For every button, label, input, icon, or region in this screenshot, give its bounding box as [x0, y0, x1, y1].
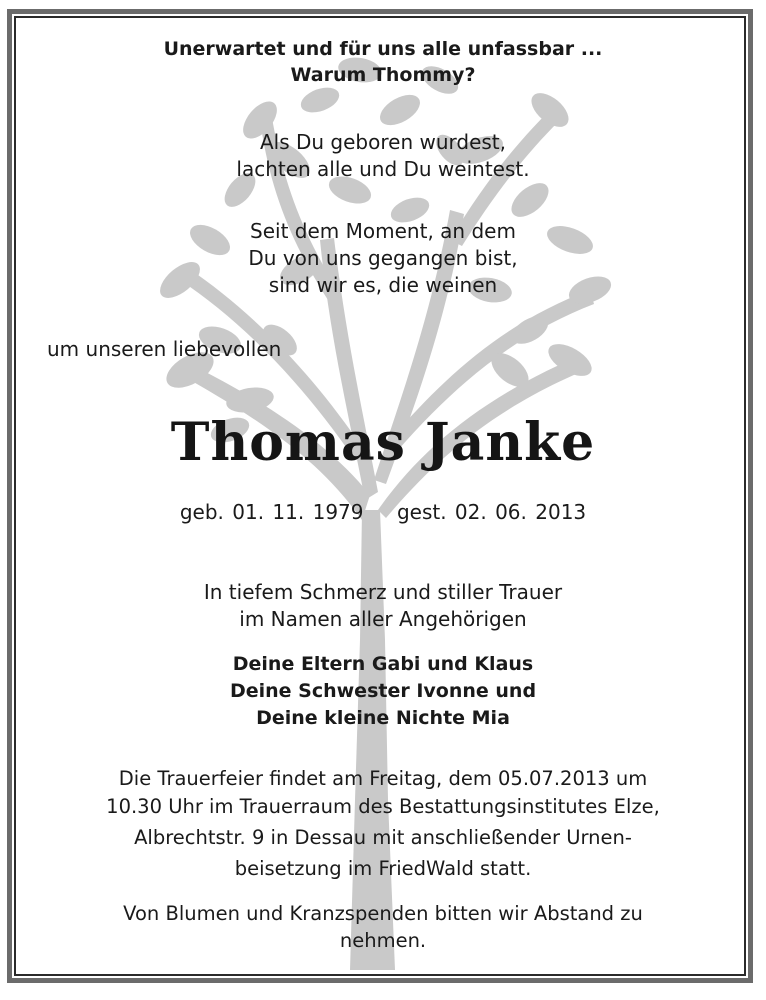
verse2-line-1: Seit dem Moment, an dem [250, 219, 516, 243]
ceremony-line-1: Die Trauerfeier findet am Freitag, dem 05.07.2013 um [118, 767, 648, 790]
mourning-line-2: im Namen aller Angehörigen [239, 607, 527, 631]
family-line-3: Deine kleine Nichte Mia [256, 707, 510, 729]
birth-date: geb. 01. 11. 1979 [179, 500, 364, 524]
intro-text: um unseren liebevollen [47, 337, 282, 361]
ceremony-line-3: Albrechtstr. 9 in Dessau mit anschließender Urnen- [134, 826, 632, 849]
header-line-2: Warum Thommy? [290, 64, 476, 86]
ceremony-line-2: 10.30 Uhr im Trauerraum des Bestattungsinstitutes Elze, [106, 795, 660, 818]
life-dates [0, 500, 766, 524]
request-line-1: Von Blumen und Kranzspenden bitten wir Abstand zu [123, 902, 643, 925]
verse1-line-2: lachten alle und Du weintest. [236, 157, 530, 181]
verse1-line-1: Als Du geboren wurdest, [259, 130, 507, 154]
request-line-2: nehmen. [339, 929, 427, 952]
family-line-2: Deine Schwester Ivonne und [229, 680, 537, 702]
verse2-line-2: Du von uns gegangen bist, [248, 246, 518, 270]
family-line-1: Deine Eltern Gabi und Klaus [232, 653, 534, 675]
ceremony-line-4: beisetzung im FriedWald statt. [234, 857, 532, 880]
deceased-name: Thomas Janke [170, 412, 596, 473]
verse2-line-3: sind wir es, die weinen [268, 273, 498, 297]
header-line-1: Unerwartet und für uns alle unfassbar ... [163, 38, 603, 60]
mourning-line-1: In tiefem Schmerz und stiller Trauer [203, 580, 563, 604]
death-date: gest. 02. 06. 2013 [396, 500, 587, 524]
